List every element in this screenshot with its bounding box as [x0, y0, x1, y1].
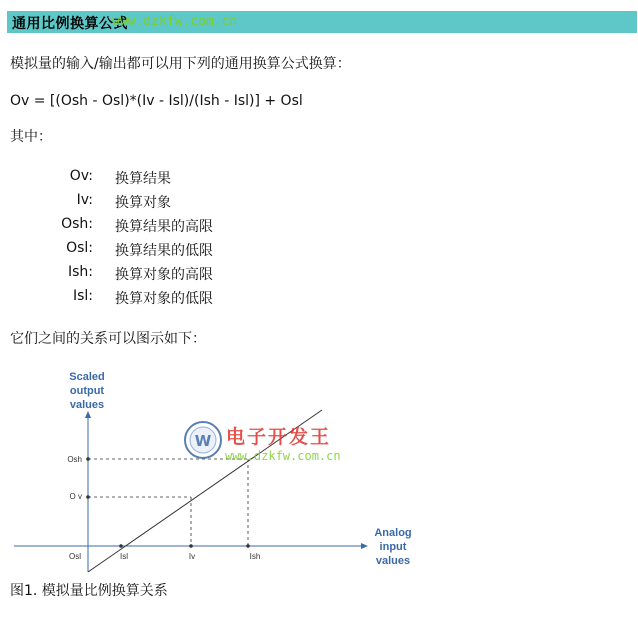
watermark-logo	[185, 422, 341, 463]
ish-marker	[246, 544, 250, 548]
header-watermark: www.dzkfw.com.cn	[112, 14, 238, 29]
definition-description: 换算对象	[115, 195, 171, 211]
definition-row-iv	[40, 192, 300, 216]
x-axis-title-line-2: input	[379, 541, 407, 553]
x-axis-title-line-1: Analog	[374, 527, 412, 539]
definition-symbol: Isl:	[72, 288, 93, 304]
relation-text: 它们之间的关系可以图示如下：	[10, 331, 206, 347]
definition-row-osh	[40, 216, 300, 240]
section-header-bar	[7, 11, 637, 33]
x-tick-isl: Isl	[120, 552, 128, 561]
scaling-formula: Ov = [(Osh - Osl)*(Iv - Isl)/(Ish - Isl)] + Osl	[10, 93, 303, 109]
x-axis-title-line-3: values	[375, 555, 411, 567]
definition-symbol: Osh:	[61, 216, 93, 232]
origin-label-osl: Osl	[69, 552, 81, 561]
definition-description: 换算结果的低限	[115, 243, 213, 259]
isl-marker	[119, 544, 123, 548]
y-axis-title-line-2: output	[69, 385, 105, 397]
ov-marker	[86, 495, 90, 499]
definition-symbol: Osl:	[66, 240, 93, 256]
x-tick-ish: Ish	[249, 552, 261, 561]
y-axis-title-line-3: values	[69, 399, 105, 411]
iv-marker	[189, 544, 193, 548]
definition-description: 换算对象的高限	[115, 267, 213, 283]
x-tick-iv: Iv	[188, 552, 196, 561]
definition-row-isl	[40, 288, 300, 312]
svg-text:W: W	[194, 432, 212, 450]
definition-symbol: Iv:	[76, 192, 93, 208]
definition-description: 换算结果的高限	[115, 219, 213, 235]
definition-description: 换算结果	[115, 171, 171, 187]
intro-text: 模拟量的输入/输出都可以用下列的通用换算公式换算：	[10, 56, 351, 72]
definition-description: 换算对象的低限	[115, 291, 213, 307]
x-axis-arrowhead	[361, 543, 368, 549]
y-axis-arrowhead	[85, 411, 91, 418]
definition-row-osl	[40, 240, 300, 264]
where-label: 其中：	[10, 129, 52, 145]
y-axis-title-line-1: Scaled	[69, 371, 105, 383]
y-tick-ov: O v	[69, 492, 82, 501]
scaling-diagram	[0, 360, 638, 578]
definition-row-ov	[40, 168, 300, 192]
definition-row-ish	[40, 264, 300, 288]
w-logo-icon	[185, 422, 221, 458]
osh-marker	[86, 457, 90, 461]
logo-site-url: www.dzkfw.com.cn	[225, 449, 341, 463]
figure-caption: 图1. 模拟量比例换算关系	[10, 583, 168, 599]
y-tick-osh: Osh	[67, 455, 82, 464]
definition-symbol: Ish:	[67, 264, 93, 280]
definition-symbol: Ov:	[69, 168, 93, 184]
logo-site-name: 电子开发王	[226, 426, 332, 448]
section-title: 通用比例换算公式	[12, 16, 128, 32]
